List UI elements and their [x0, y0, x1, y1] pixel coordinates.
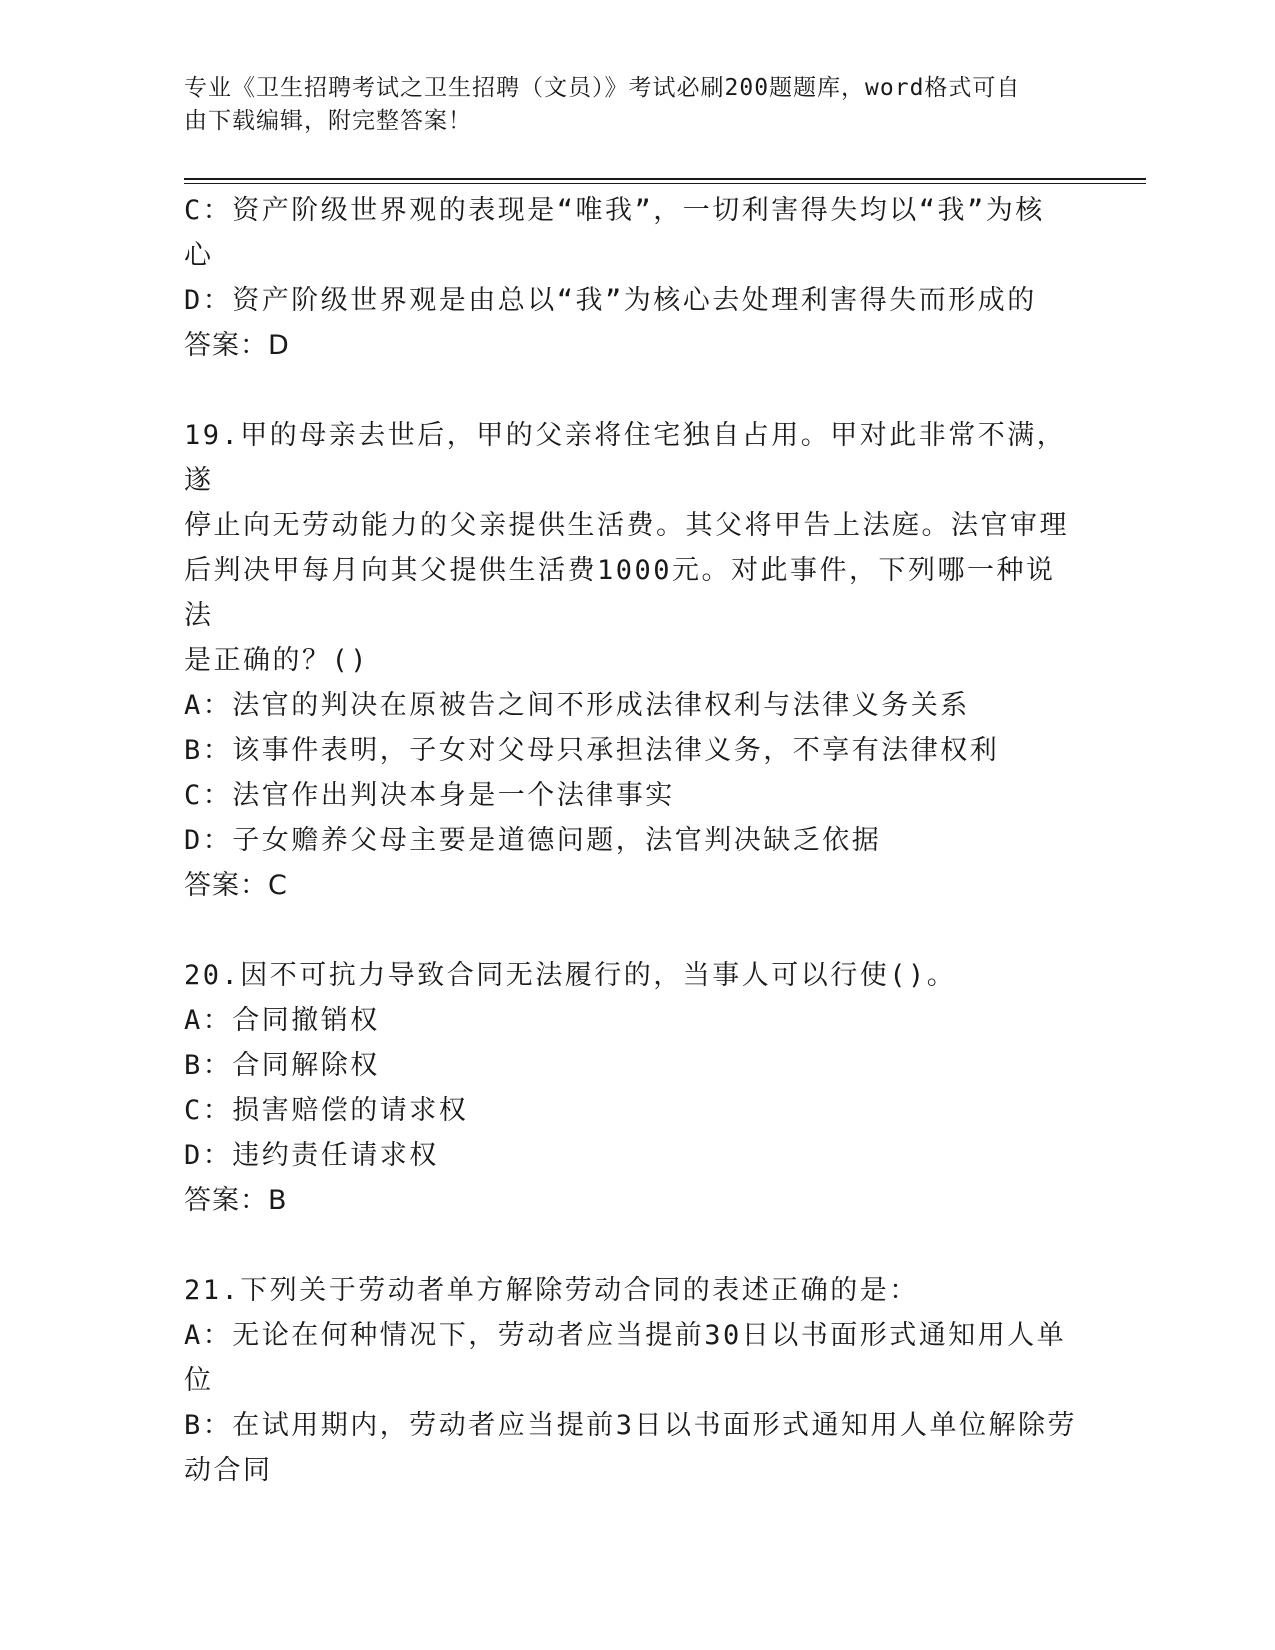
- question-spacer: [184, 908, 1084, 953]
- question-21: [184, 1268, 1084, 1493]
- page-header: [184, 72, 1064, 138]
- question-18-tail: [184, 188, 1084, 368]
- option-c: C：损害赔偿的请求权: [184, 1095, 469, 1126]
- option-a-line-1: A：无论在何种情况下，劳动者应当提前30日以书面形式通知用人单: [184, 1320, 1067, 1351]
- answer-line: 答案：C: [184, 870, 288, 901]
- question-spacer: [184, 1223, 1084, 1268]
- question-spacer: [184, 368, 1084, 413]
- option-c-line-2: 心: [184, 240, 214, 271]
- question-stem-line-1: 19.甲的母亲去世后，甲的父亲将住宅独自占用。甲对此非常不满，遂: [184, 420, 1067, 496]
- option-b: B：合同解除权: [184, 1050, 380, 1081]
- option-c: C：法官作出判决本身是一个法律事实: [184, 780, 675, 811]
- option-d: D：子女赡养父母主要是道德问题，法官判决缺乏依据: [184, 825, 882, 856]
- header-title-line-2: 由下载编辑，附完整答案！: [184, 108, 472, 134]
- option-b-line-1: B：在试用期内，劳动者应当提前3日以书面形式通知用人单位解除劳: [184, 1410, 1078, 1441]
- question-stem: 20.因不可抗力导致合同无法履行的，当事人可以行使()。: [184, 960, 957, 991]
- option-d: D：违约责任请求权: [184, 1140, 439, 1171]
- question-20: [184, 953, 1084, 1223]
- question-stem: 21.下列关于劳动者单方解除劳动合同的表述正确的是：: [184, 1275, 919, 1306]
- option-c-line-1: C：资产阶级世界观的表现是“唯我”，一切利害得失均以“我”为核: [184, 195, 1045, 226]
- option-a: A：法官的判决在原被告之间不形成法律权利与法律义务关系: [184, 690, 970, 721]
- option-a-line-2: 位: [184, 1365, 214, 1396]
- answer-line: 答案：B: [184, 1185, 288, 1216]
- option-a: A：合同撤销权: [184, 1005, 380, 1036]
- question-stem-line-2: 停止向无劳动能力的父亲提供生活费。其父将甲告上法庭。法官审理: [184, 510, 1069, 541]
- option-b: B：该事件表明，子女对父母只承担法律义务，不享有法律权利: [184, 735, 1000, 766]
- header-title-line-1: 专业《卫生招聘考试之卫生招聘（文员）》考试必刷200题题库，word格式可自: [184, 75, 1021, 101]
- answer-line: 答案：D: [184, 330, 290, 361]
- question-content: [184, 188, 1084, 1493]
- option-d: D：资产阶级世界观是由总以“我”为核心去处理利害得失而形成的: [184, 285, 1037, 316]
- question-19: [184, 413, 1084, 908]
- option-b-line-2: 动合同: [184, 1455, 273, 1486]
- question-stem-line-4: 是正确的？(): [184, 645, 370, 676]
- header-divider-thick: [184, 178, 1146, 180]
- question-stem-line-3: 后判决甲每月向其父提供生活费1000元。对此事件，下列哪一种说法: [184, 555, 1056, 631]
- header-divider-thin: [184, 183, 1146, 184]
